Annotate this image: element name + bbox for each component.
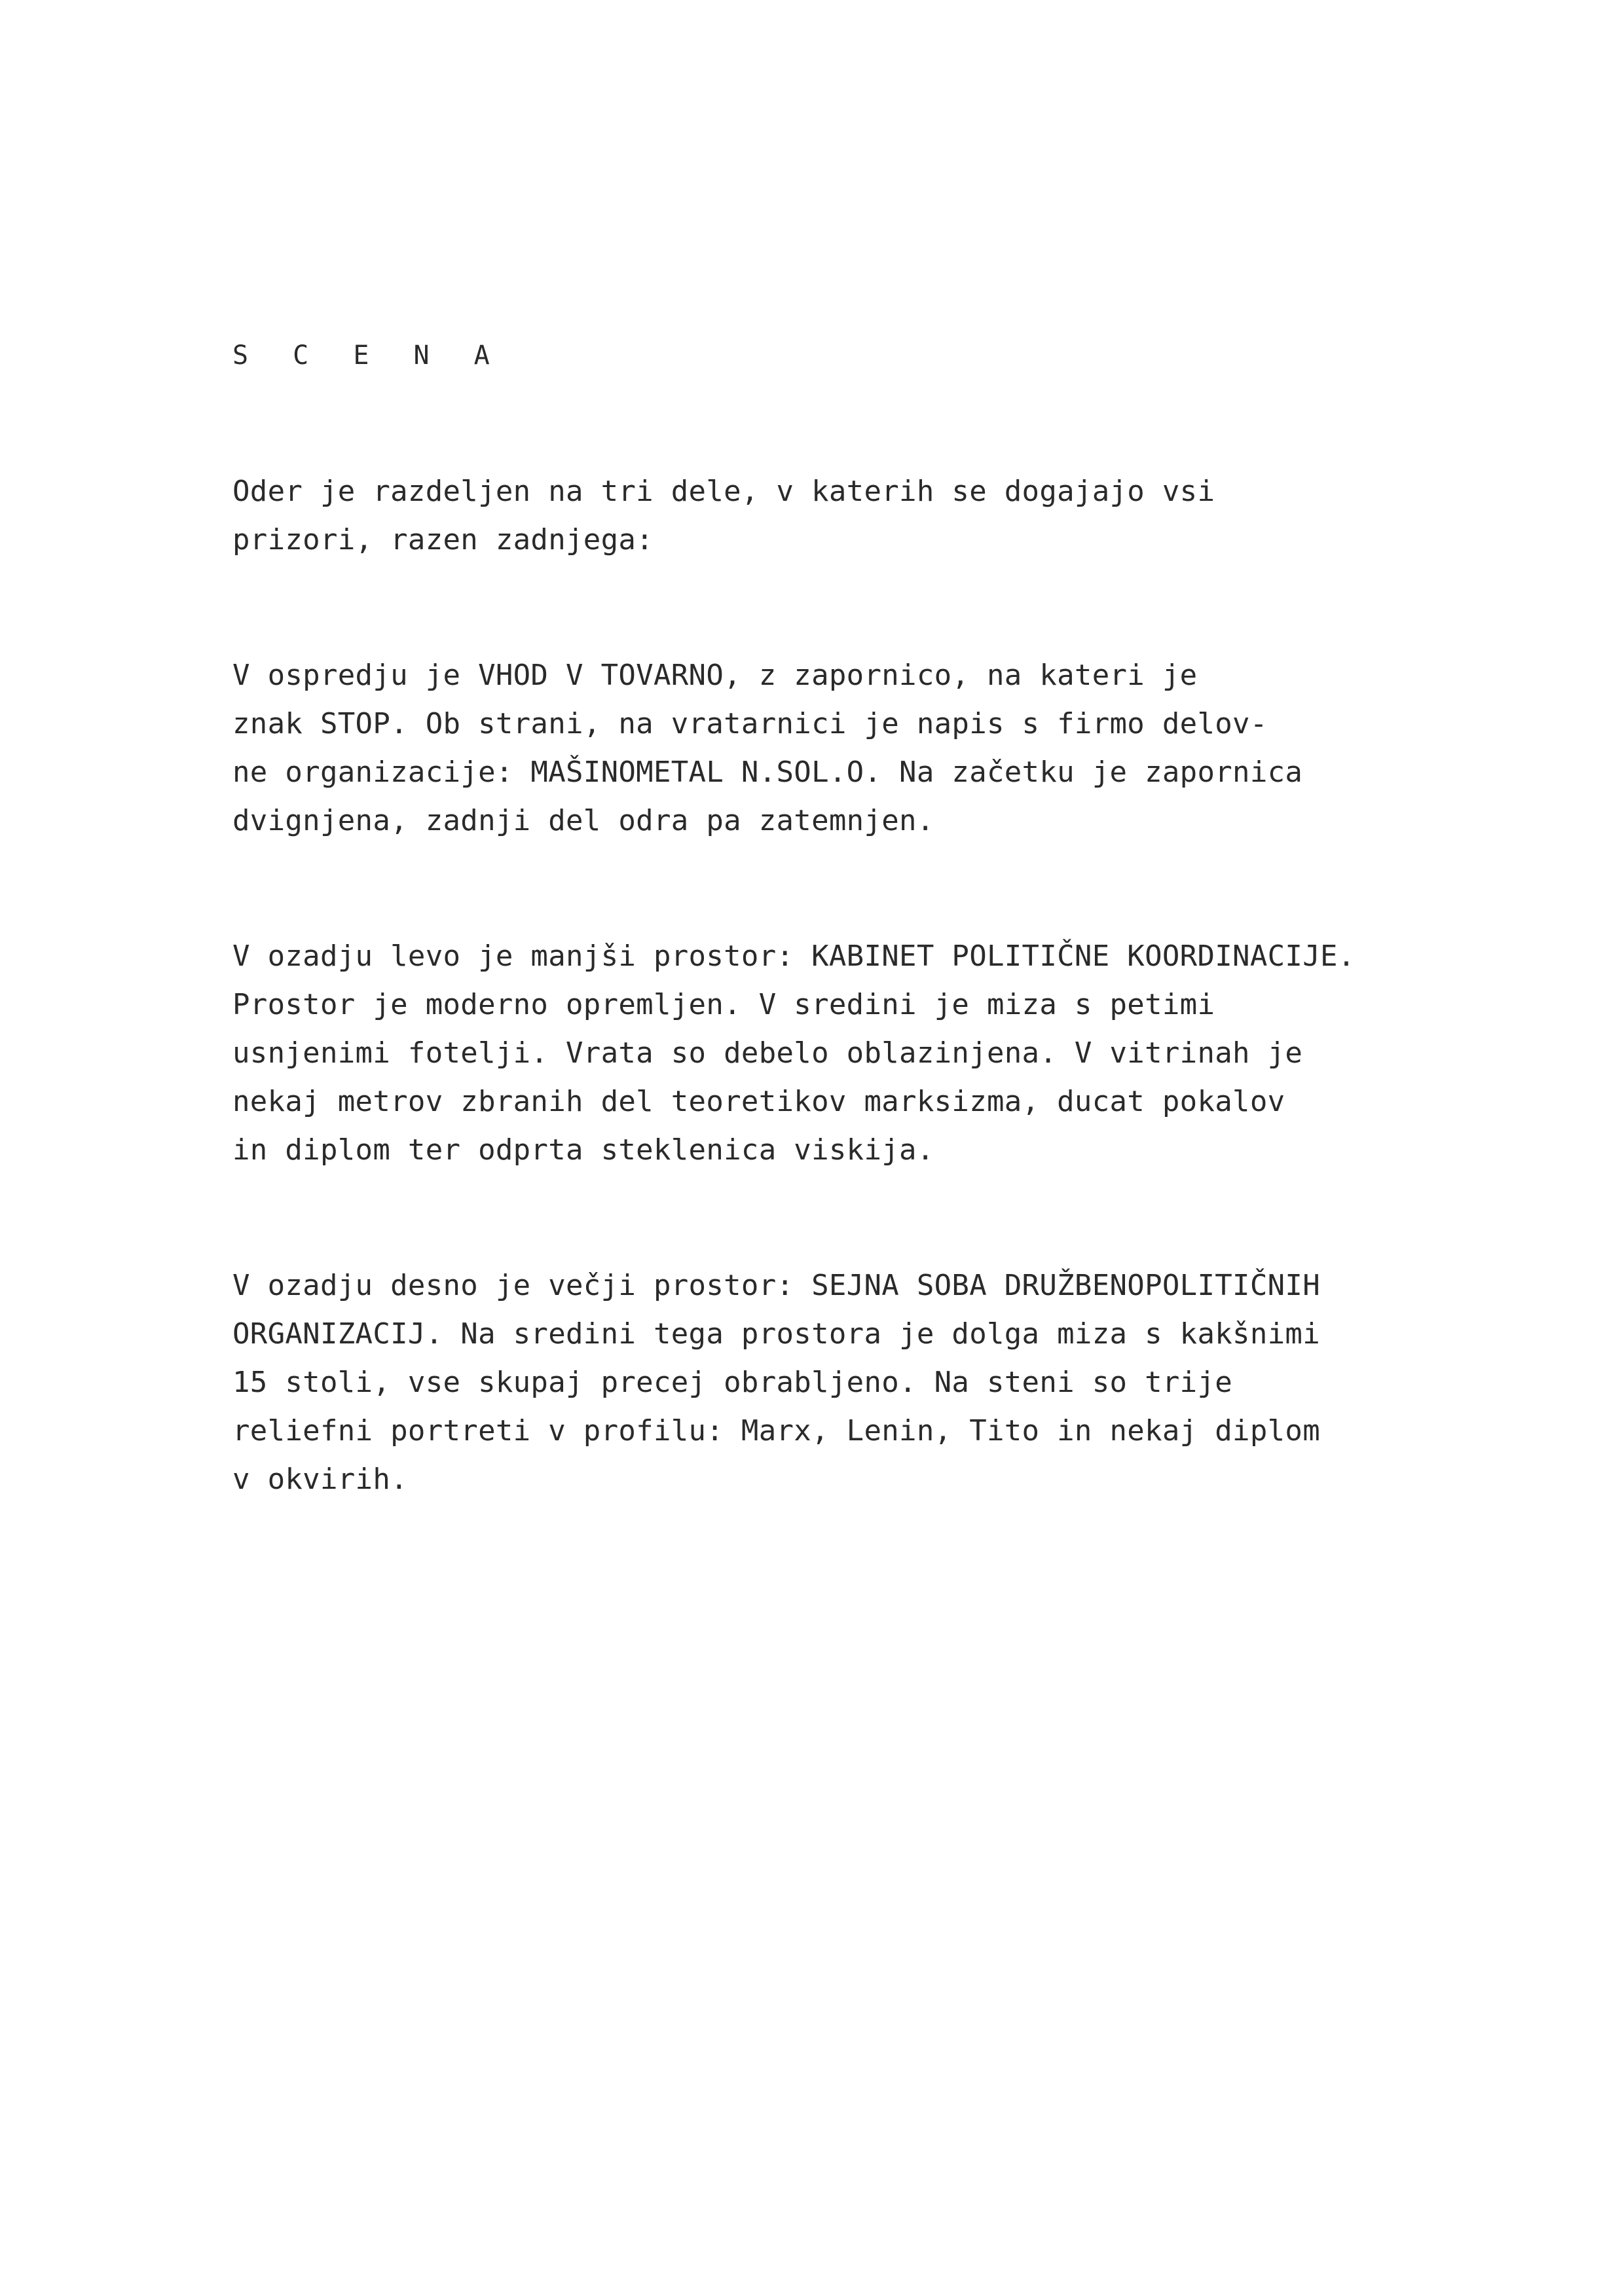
text-line: in diplom ter odprta steklenica viskija. [232,1133,934,1167]
text-line: V ozadju desno je večji prostor: SEJNA SOBA DRUŽBENOPOLITIČNIH [232,1269,1320,1302]
text-line: Prostor je moderno opremljen. V sredini je miza s petimi [232,988,1215,1021]
text-line: prizori, razen zadnjega: [232,523,654,556]
text-line: dvignjena, zadnji del odra pa zatemnjen. [232,804,934,837]
text-line: v okvirih. [232,1463,408,1496]
text-line: 15 stoli, vse skupaj precej obrabljeno. Na steni so trije [232,1366,1233,1399]
text-line: V ospredju je VHOD V TOVARNO, z zapornico, na kateri je [232,659,1198,692]
text-line: usnjenimi fotelji. Vrata so debelo oblazinjena. V vitrinah je [232,1036,1303,1070]
text-line: ORGANIZACIJ. Na sredini tega prostora je dolga miza s kakšnimi [232,1317,1320,1351]
text-line: nekaj metrov zbranih del teoretikov marksizma, ducat pokalov [232,1085,1285,1118]
text-line: ne organizacije: MAŠINOMETAL N.SOL.O. Na začetku je zapornica [232,756,1303,789]
paragraph-meeting-room [232,1262,1509,1504]
paragraph-stage-overview [232,467,1509,564]
paragraph-factory-entrance [232,651,1509,845]
page-text [232,333,1509,1591]
text-line: znak STOP. Ob strani, na vratarnici je napis s firmo delov- [232,707,1268,740]
paragraph-political-cabinet [232,932,1509,1175]
text-line: V ozadju levo je manjši prostor: KABINET POLITIČNE KOORDINACIJE. [232,939,1356,973]
page-heading: S C E N A [232,340,504,371]
text-line: reliefni portreti v profilu: Marx, Lenin, Tito in nekaj diplom [232,1414,1320,1448]
text-line: Oder je razdeljen na tri dele, v katerih se dogajajo vsi [232,475,1215,508]
